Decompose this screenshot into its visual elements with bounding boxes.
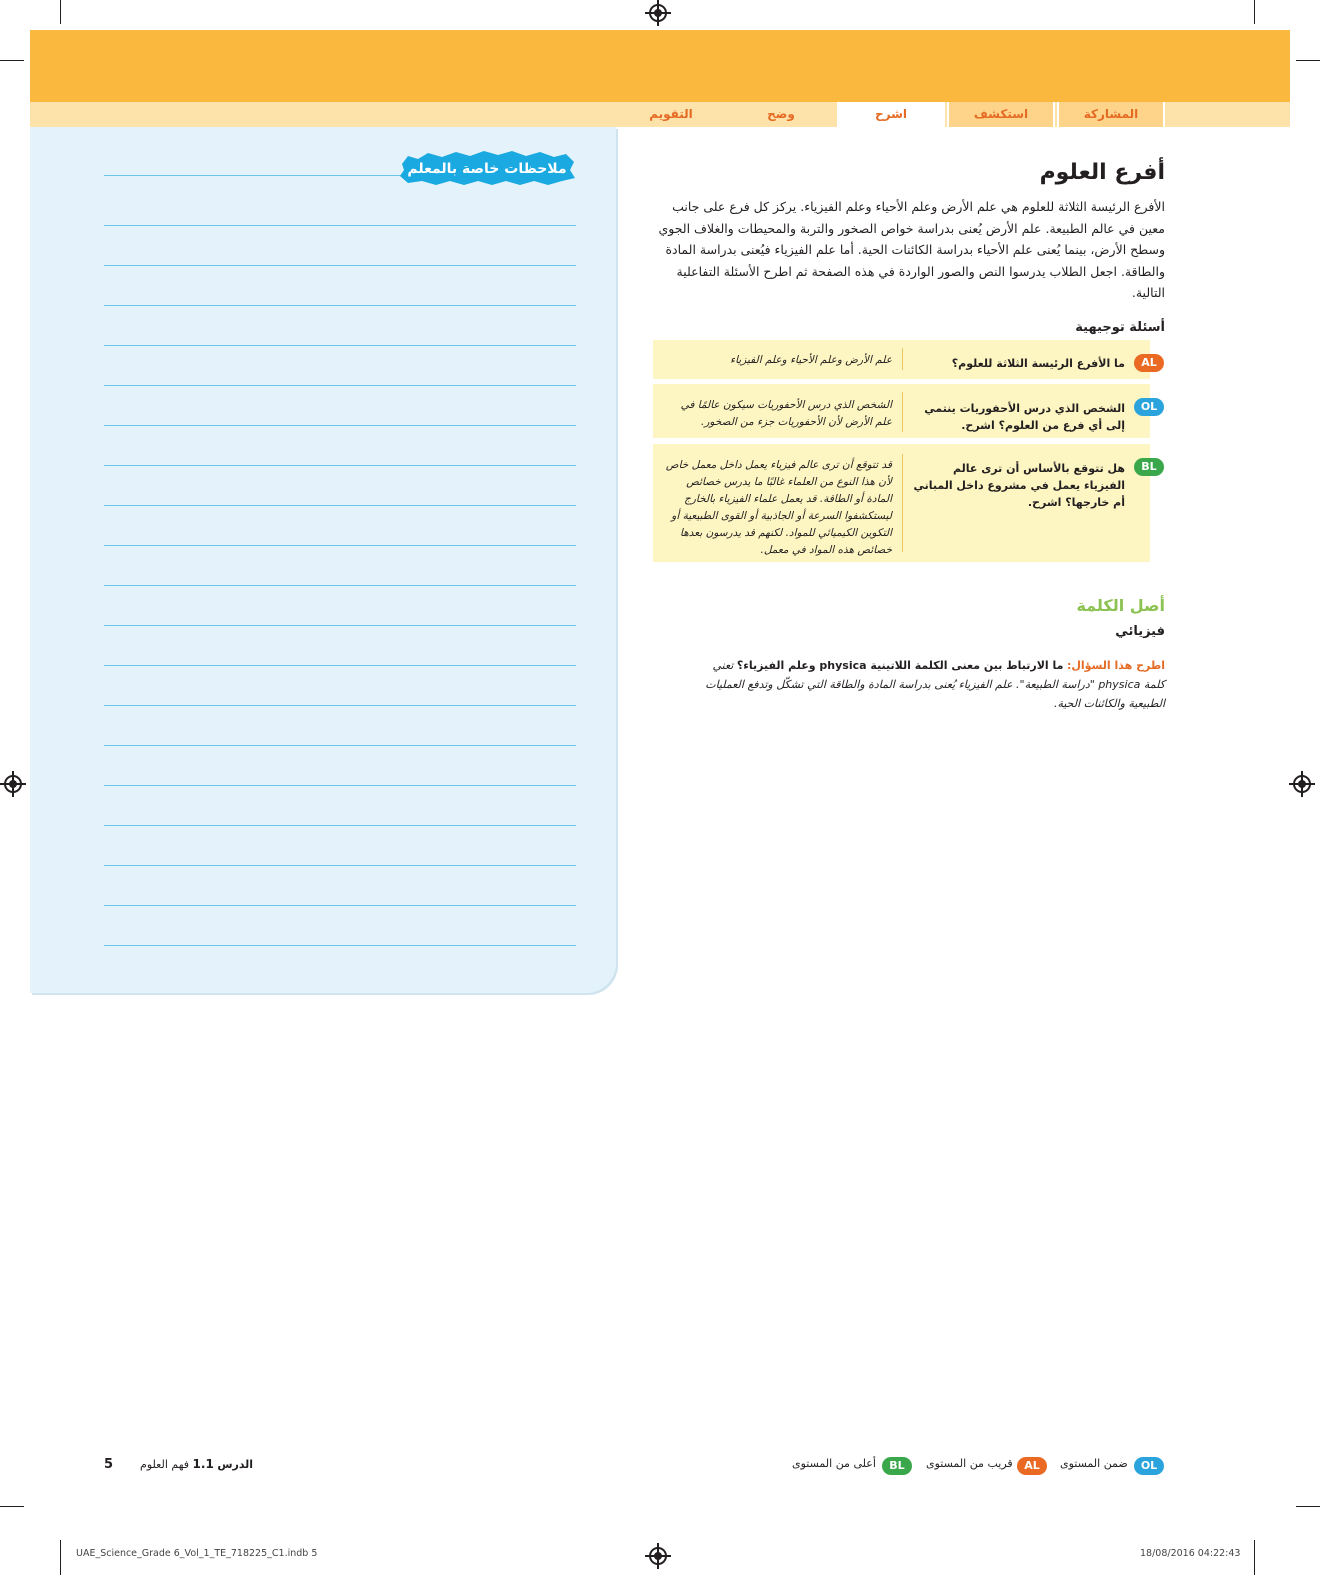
crop-mark bbox=[1296, 1506, 1320, 1507]
level-badge-ol: OL bbox=[1134, 398, 1164, 416]
crop-mark bbox=[60, 0, 61, 24]
question-row bbox=[653, 384, 1150, 438]
note-line bbox=[104, 745, 576, 746]
level-badge-al: AL bbox=[1134, 354, 1164, 372]
print-timestamp: 18/08/2016 04:22:43 bbox=[1140, 1548, 1241, 1559]
question-text: هل تتوقع بالأساس أن ترى عالم الفيزياء يعمل في مشروع داخل المباني أم خارجها؟ اشرح. bbox=[913, 462, 1125, 509]
answer-text: الشخص الذي درس الأحفوريات سيكون عالمًا في علم الأرض لأن الأحفوريات جزء من الصخور. bbox=[680, 399, 892, 428]
note-line bbox=[104, 385, 576, 386]
intro-paragraph: الأفرع الرئيسة الثلاثة للعلوم هي علم الأرض وعلم الأحياء وعلم الفيزياء. يركز كل فرع على جانب معين في عالم الطبيعة. علم الأرض يُعنى بدراسة خواص الصخور والتربة والمحيطات والغلاف الجوي وسطح الأرض، بينما يُعنى علم الأحياء بدراسة الكائنات الحية. أما علم الفيزياء فيُعنى بدراسة المادة والطاقة. اجعل الطلاب يدرسوا النص والصور الواردة في هذه الصفحة ثم اطرح الأسئلة التفاعلية التالية. bbox=[658, 199, 1165, 300]
registration-mark-icon bbox=[4, 775, 22, 793]
note-line bbox=[104, 945, 576, 946]
tab-elaborate[interactable]: وضح bbox=[767, 107, 795, 121]
answer-text: قد تتوقع أن ترى عالم فيزياء يعمل داخل معمل خاص لأن هذا النوع من العلماء غالبًا ما يدرس خصائص المادة أو الطاقة. قد يعمل علماء الفيزياء بالخارج ليستكشفوا السرعة أو الجاذبية أو القوى الطبيعية أو التكوين الكيميائي للمواد. لكنهم قد يدرسون بعدها خصائص هذه المواد في معمل. bbox=[665, 459, 892, 556]
teacher-notes-badge bbox=[398, 150, 576, 186]
crop-mark bbox=[0, 1506, 24, 1507]
lesson-title: فهم العلوم bbox=[140, 1458, 190, 1471]
note-line bbox=[104, 305, 576, 306]
ask-label: اطرح هذا السؤال: bbox=[1066, 659, 1165, 672]
file-slug: UAE_Science_Grade 6_Vol_1_TE_718225_C1.indb 5 bbox=[76, 1548, 318, 1559]
note-line bbox=[104, 585, 576, 586]
note-line bbox=[104, 825, 576, 826]
note-line bbox=[104, 505, 576, 506]
question-row bbox=[653, 340, 1150, 379]
question-row bbox=[653, 444, 1150, 562]
word-origin-heading: أصل الكلمة bbox=[1076, 596, 1165, 615]
question-text: ما الأفرع الرئيسة الثلاثة للعلوم؟ bbox=[951, 357, 1125, 370]
note-line bbox=[104, 785, 576, 786]
tab-explain[interactable]: اشرح bbox=[837, 102, 945, 127]
legend-badge-ol: OL bbox=[1134, 1457, 1164, 1475]
word-origin-question bbox=[695, 656, 1165, 713]
legend-label-ol: ضمن المستوى bbox=[1060, 1457, 1128, 1470]
section-title: أفرع العلوم bbox=[1039, 160, 1165, 185]
word-origin-answer: تعني كلمة physica "دراسة الطبيعة". علم الفيزياء يُعنى بدراسة المادة والطاقة التي تشكّل وتدفع العمليات الطبيعية والكائنات الحية. bbox=[705, 659, 1165, 710]
legend-label-al: قريب من المستوى bbox=[926, 1457, 1013, 1470]
header-band bbox=[30, 30, 1290, 102]
teacher-notes-panel bbox=[30, 127, 616, 993]
crop-mark bbox=[60, 1540, 61, 1575]
question-text: الشخص الذي درس الأحفوريات ينتمي إلى أي فرع من العلوم؟ اشرح. bbox=[924, 402, 1125, 432]
lesson-number: 1.1 bbox=[192, 1457, 214, 1471]
word-origin-question-text: ما الارتباط بين معنى الكلمة اللاتينية physica وعلم الفيزياء؟ bbox=[736, 659, 1064, 672]
level-badge-bl: BL bbox=[1134, 458, 1164, 476]
note-line bbox=[104, 545, 576, 546]
tab-explore[interactable]: استكشف bbox=[947, 102, 1055, 127]
note-line bbox=[104, 625, 576, 626]
crop-mark bbox=[1296, 60, 1320, 61]
note-line bbox=[104, 865, 576, 866]
lesson-label: الدرس bbox=[217, 1458, 254, 1471]
tab-engage[interactable]: المشاركة bbox=[1057, 102, 1165, 127]
note-line bbox=[104, 265, 576, 266]
crop-mark bbox=[1254, 1540, 1255, 1575]
page-footer bbox=[104, 1457, 253, 1472]
guiding-questions-heading: أسئلة توجيهية bbox=[1075, 320, 1165, 335]
tab-evaluate[interactable]: التقويم bbox=[649, 107, 693, 121]
note-line bbox=[104, 705, 576, 706]
note-line bbox=[104, 175, 404, 176]
note-line bbox=[104, 345, 576, 346]
answer-text: علم الأرض وعلم الأحياء وعلم الفيزياء bbox=[730, 354, 892, 366]
note-line bbox=[104, 905, 576, 906]
teacher-notes-label: ملاحظات خاصة بالمعلم bbox=[407, 161, 567, 177]
crop-mark bbox=[1254, 0, 1255, 24]
registration-mark-icon bbox=[649, 1547, 667, 1565]
word-origin-term: فيزيائي bbox=[1115, 624, 1165, 639]
note-line bbox=[104, 425, 576, 426]
legend-badge-al: AL bbox=[1017, 1457, 1047, 1475]
crop-mark bbox=[0, 60, 24, 61]
registration-mark-icon bbox=[649, 4, 667, 22]
legend-label-bl: أعلى من المستوى bbox=[792, 1457, 876, 1470]
page-number: 5 bbox=[104, 1457, 114, 1472]
legend-badge-bl: BL bbox=[882, 1457, 912, 1475]
note-line bbox=[104, 465, 576, 466]
note-line bbox=[104, 225, 576, 226]
registration-mark-icon bbox=[1293, 775, 1311, 793]
note-line bbox=[104, 665, 576, 666]
